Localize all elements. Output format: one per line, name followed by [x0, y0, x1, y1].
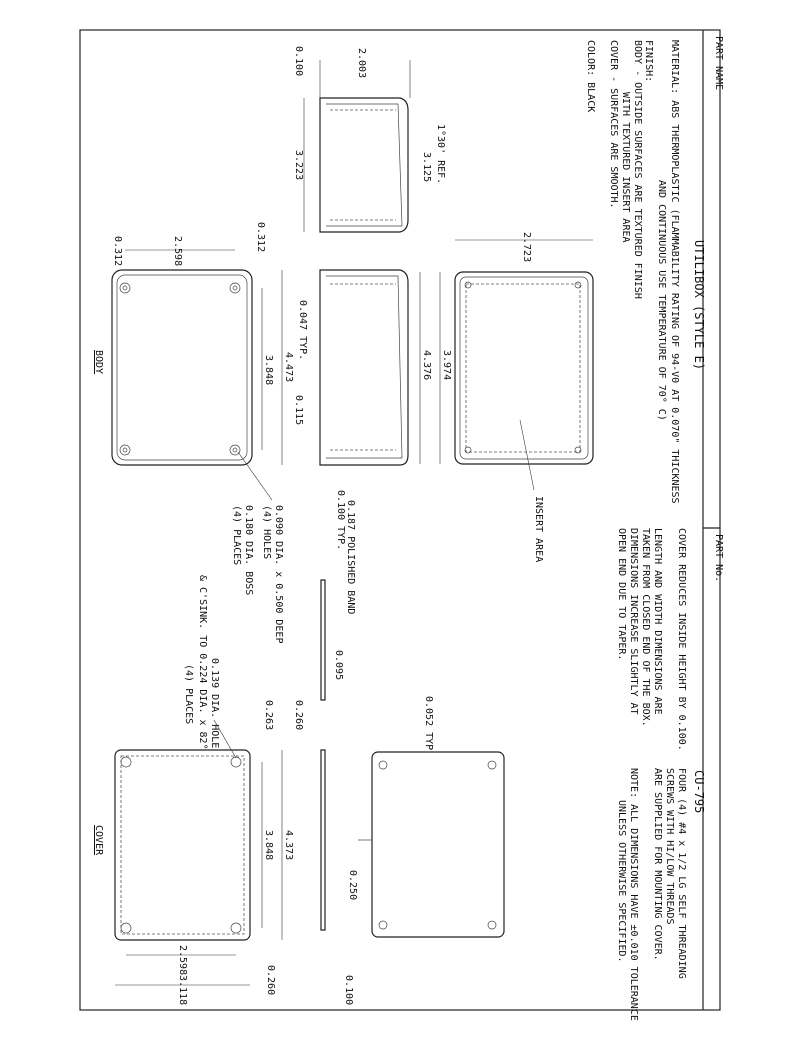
svg-text:AND CONTINUOUS USE TEMPERATURE: AND CONTINUOUS USE TEMPERATURE OF 70° C) — [656, 180, 667, 421]
svg-text:OPEN END DUE TO TAPER.: OPEN END DUE TO TAPER. — [616, 528, 627, 661]
top-view-insert — [420, 232, 593, 562]
svg-text:0.100: 0.100 — [343, 975, 354, 1006]
svg-text:DIMENSIONS INCREASE SLIGHTLY A: DIMENSIONS INCREASE SLIGHTLY AT — [628, 528, 639, 715]
svg-text:FOUR (4) #4 x 1/2 LG SELF THRE: FOUR (4) #4 x 1/2 LG SELF THREADING — [676, 768, 687, 979]
svg-text:2.598: 2.598 — [172, 236, 183, 267]
end-view — [293, 46, 446, 232]
svg-text:2.003: 2.003 — [356, 48, 367, 79]
svg-text:0.100 TYP.: 0.100 TYP. — [335, 490, 346, 551]
svg-text:1°30' REF.: 1°30' REF. — [435, 124, 446, 185]
svg-text:BODY: BODY — [93, 350, 104, 375]
svg-text:0.263: 0.263 — [263, 700, 274, 731]
svg-text:INSERT AREA: INSERT AREA — [533, 496, 544, 563]
svg-text:SCREWS WITH HI/LOW THREADS: SCREWS WITH HI/LOW THREADS — [664, 768, 675, 925]
svg-text:2.598: 2.598 — [177, 945, 188, 976]
svg-text:COLOR: BLACK: COLOR: BLACK — [585, 40, 596, 113]
cover-view — [93, 575, 294, 1005]
svg-text:UNLESS OTHERWISE SPECIFIED.: UNLESS OTHERWISE SPECIFIED. — [616, 800, 627, 963]
svg-text:0.180 DIA. BOSS: 0.180 DIA. BOSS — [243, 505, 254, 596]
part-name: UTILIBOX (STYLE E) — [692, 240, 706, 371]
svg-text:0.095: 0.095 — [333, 650, 344, 681]
body-view — [93, 222, 284, 643]
svg-text:0.047 TYP.: 0.047 TYP. — [297, 300, 308, 361]
svg-text:2.723: 2.723 — [521, 232, 532, 263]
svg-text:3.118: 3.118 — [177, 975, 188, 1006]
svg-text:COVER - SURFACES ARE SMOOTH.: COVER - SURFACES ARE SMOOTH. — [608, 40, 619, 209]
svg-text:(4) PLACES: (4) PLACES — [183, 664, 194, 725]
svg-text:3.125: 3.125 — [421, 152, 432, 183]
svg-text:0.100: 0.100 — [293, 46, 304, 77]
side-view — [282, 270, 408, 614]
svg-text:0.250: 0.250 — [347, 870, 358, 901]
svg-text:TAKEN FROM CLOSED END OF THE B: TAKEN FROM CLOSED END OF THE BOX. — [640, 528, 651, 727]
svg-text:4.473: 4.473 — [283, 352, 294, 383]
svg-text:BODY - OUTSIDE SURFACES ARE TE: BODY - OUTSIDE SURFACES ARE TEXTURED FINISH — [632, 40, 643, 299]
svg-text:(4) HOLES: (4) HOLES — [261, 505, 272, 560]
svg-text:0.260: 0.260 — [265, 965, 276, 996]
part-name-label: PART NAME — [713, 36, 724, 91]
svg-text:(4) PLACES: (4) PLACES — [231, 505, 242, 566]
svg-text:0.312: 0.312 — [255, 222, 266, 253]
cover-side — [293, 580, 504, 1005]
svg-text:3.848: 3.848 — [263, 355, 274, 386]
svg-text:WITH TEXTURED INSERT AREA: WITH TEXTURED INSERT AREA — [620, 92, 631, 243]
svg-text:FINISH:: FINISH: — [643, 40, 654, 83]
svg-text:3.223: 3.223 — [293, 150, 304, 181]
svg-text:0.052 TYP: 0.052 TYP — [423, 696, 434, 751]
svg-text:0.187 POLISHED BAND: 0.187 POLISHED BAND — [345, 500, 356, 615]
svg-text:COVER: COVER — [93, 825, 104, 856]
svg-text:0.139 DIA. HOLE: 0.139 DIA. HOLE — [209, 658, 220, 749]
svg-text:3.974: 3.974 — [441, 350, 452, 381]
svg-text:LENGTH AND WIDTH DIMENSIONS AR: LENGTH AND WIDTH DIMENSIONS ARE — [652, 528, 663, 715]
svg-text:ARE SUPPLIED FOR MOUNTING COVE: ARE SUPPLIED FOR MOUNTING COVER. — [652, 768, 663, 961]
svg-text:COVER REDUCES INSIDE HEIGHT BY: COVER REDUCES INSIDE HEIGHT BY 0.100. — [676, 528, 687, 751]
svg-text:4.376: 4.376 — [421, 350, 432, 381]
svg-text:3.848: 3.848 — [263, 830, 274, 861]
part-no: CU-795 — [692, 770, 706, 814]
svg-text:0.260: 0.260 — [293, 700, 304, 731]
svg-text:NOTE: ALL DIMENSIONS HAVE ±0.0: NOTE: ALL DIMENSIONS HAVE ±0.010 TOLERANCE — [628, 768, 639, 1021]
notes-material — [585, 40, 680, 504]
svg-text:0.115: 0.115 — [293, 395, 304, 426]
svg-text:& C'SINK. TO 0.224 DIA. x 82°: & C'SINK. TO 0.224 DIA. x 82° — [197, 575, 208, 750]
svg-text:4.373: 4.373 — [283, 830, 294, 861]
svg-text:0.090 DIA. x 0.500 DEEP: 0.090 DIA. x 0.500 DEEP — [273, 505, 284, 644]
part-no-label: PART No. — [713, 534, 724, 583]
notes-cover — [616, 528, 687, 1021]
svg-text:MATERIAL: ABS THERMOPLASTIC (F: MATERIAL: ABS THERMOPLASTIC (FLAMMABILITY RATING OF 94-V0 AT 0.070" THICKNESS — [669, 40, 680, 504]
svg-text:0.312: 0.312 — [112, 236, 123, 267]
